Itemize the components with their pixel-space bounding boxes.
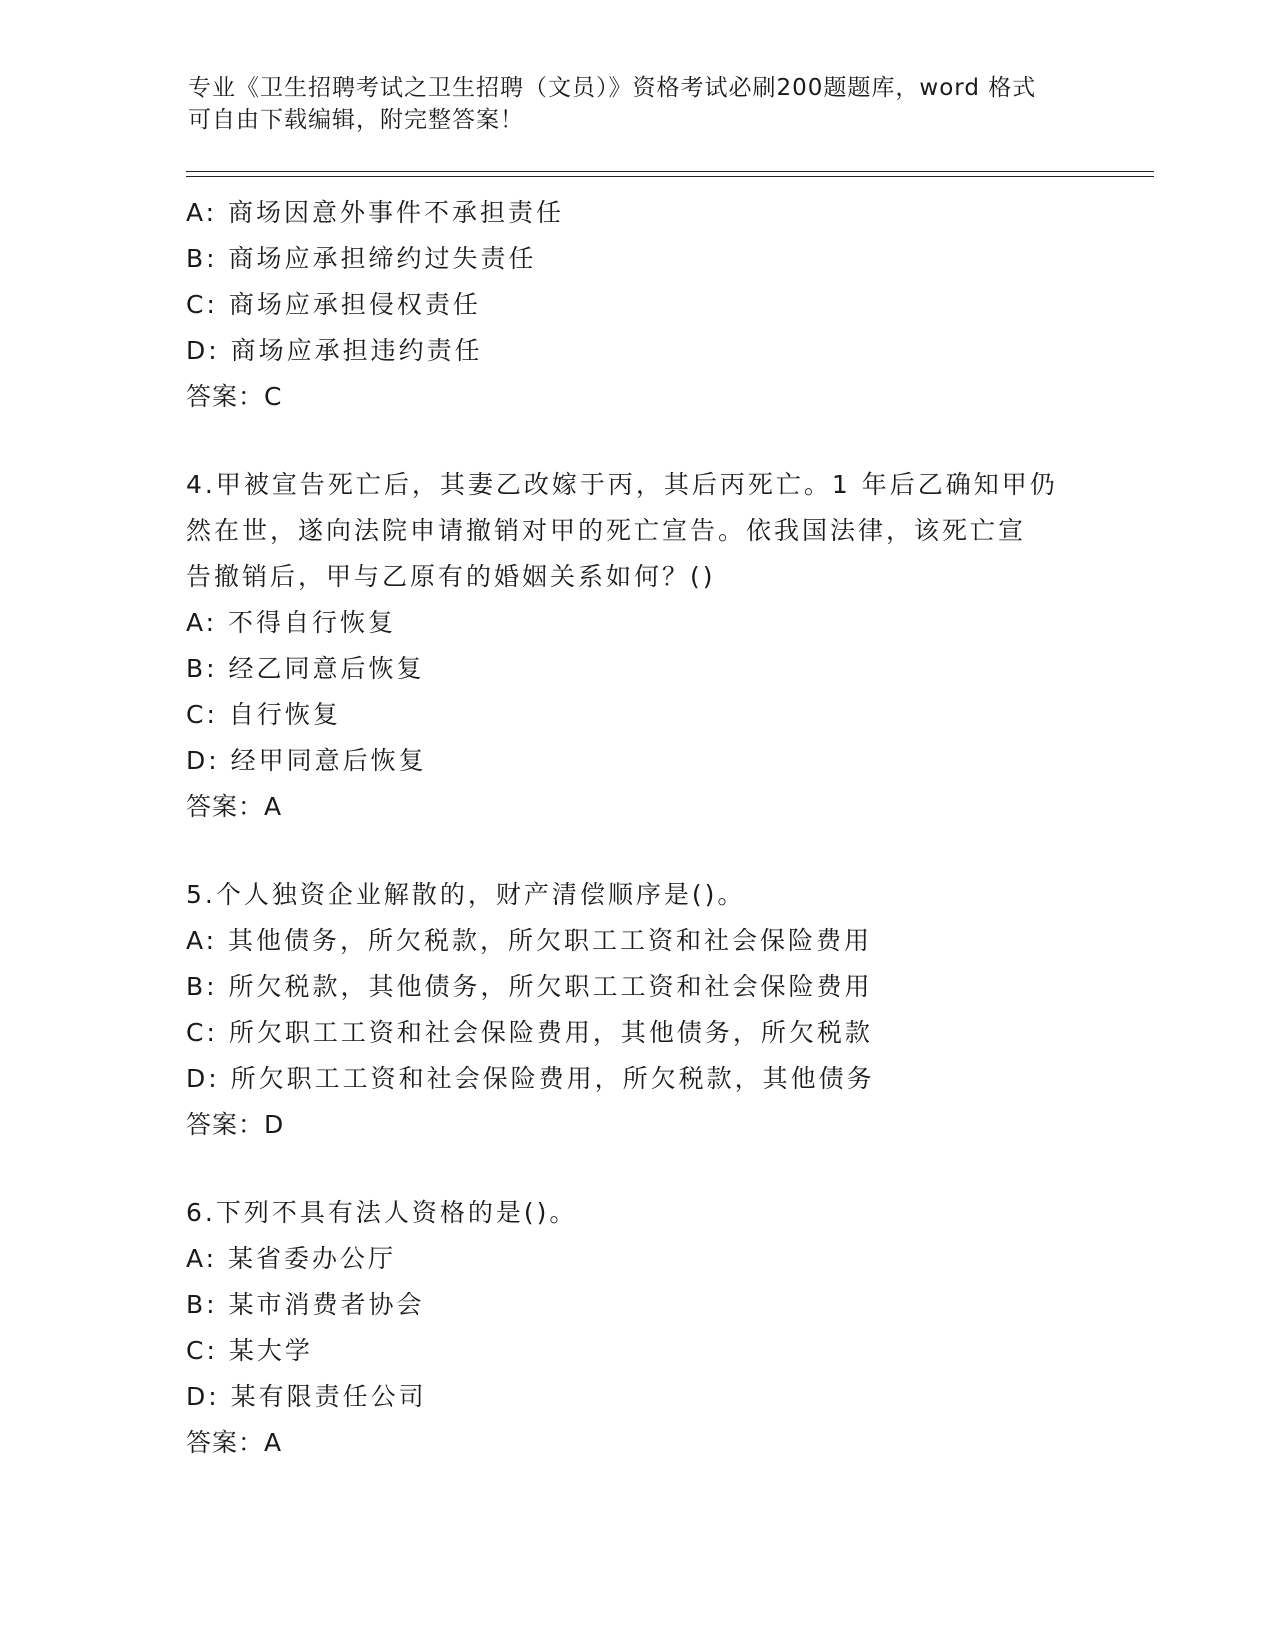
option-c: C: 商场应承担侵权责任 (186, 290, 481, 319)
question-stem: 6.下列不具有法人资格的是()。 (186, 1198, 578, 1227)
answer: 答案：D (186, 1110, 285, 1139)
question-stem: 然在世，遂向法院申请撤销对甲的死亡宣告。依我国法律，该死亡宣 (186, 516, 1027, 545)
question-3 (186, 190, 1166, 420)
header-line-2: 可自由下载编辑，附完整答案！ (188, 107, 524, 133)
option-d: D: 商场应承担违约责任 (186, 336, 483, 365)
option-a: A: 某省委办公厅 (186, 1244, 397, 1273)
question-stem: 告撤销后，甲与乙原有的婚姻关系如何？() (186, 562, 716, 591)
option-d: D: 某有限责任公司 (186, 1382, 427, 1411)
option-d: D: 所欠职工工资和社会保险费用，所欠税款，其他债务 (186, 1064, 875, 1093)
option-a: A: 不得自行恢复 (186, 608, 397, 637)
question-list (186, 190, 1166, 1466)
option-c: C: 某大学 (186, 1336, 313, 1365)
question-stem: 4.甲被宣告死亡后，其妻乙改嫁于丙，其后丙死亡。1 年后乙确知甲仍 (186, 470, 1058, 499)
question-6 (186, 1190, 1166, 1466)
question-stem: 5.个人独资企业解散的，财产清偿顺序是()。 (186, 880, 746, 909)
option-c: C: 所欠职工工资和社会保险费用，其他债务，所欠税款 (186, 1018, 873, 1047)
answer: 答案：A (186, 792, 283, 821)
option-b: B: 商场应承担缔约过失责任 (186, 244, 537, 273)
answer: 答案：C (186, 382, 283, 411)
question-5 (186, 872, 1166, 1148)
option-d: D: 经甲同意后恢复 (186, 746, 427, 775)
option-a: A: 其他债务，所欠税款，所欠职工工资和社会保险费用 (186, 926, 873, 955)
header-divider-top (186, 171, 1154, 172)
option-b: B: 所欠税款，其他债务，所欠职工工资和社会保险费用 (186, 972, 873, 1001)
header-line-1: 专业《卫生招聘考试之卫生招聘（文员）》资格考试必刷200题题库，word 格式 (188, 75, 1037, 101)
option-b: B: 经乙同意后恢复 (186, 654, 425, 683)
question-4 (186, 462, 1166, 830)
header-divider-bottom (186, 176, 1154, 177)
document-header (188, 72, 1088, 136)
answer: 答案：A (186, 1428, 283, 1457)
option-a: A: 商场因意外事件不承担责任 (186, 198, 565, 227)
option-b: B: 某市消费者协会 (186, 1290, 425, 1319)
option-c: C: 自行恢复 (186, 700, 341, 729)
